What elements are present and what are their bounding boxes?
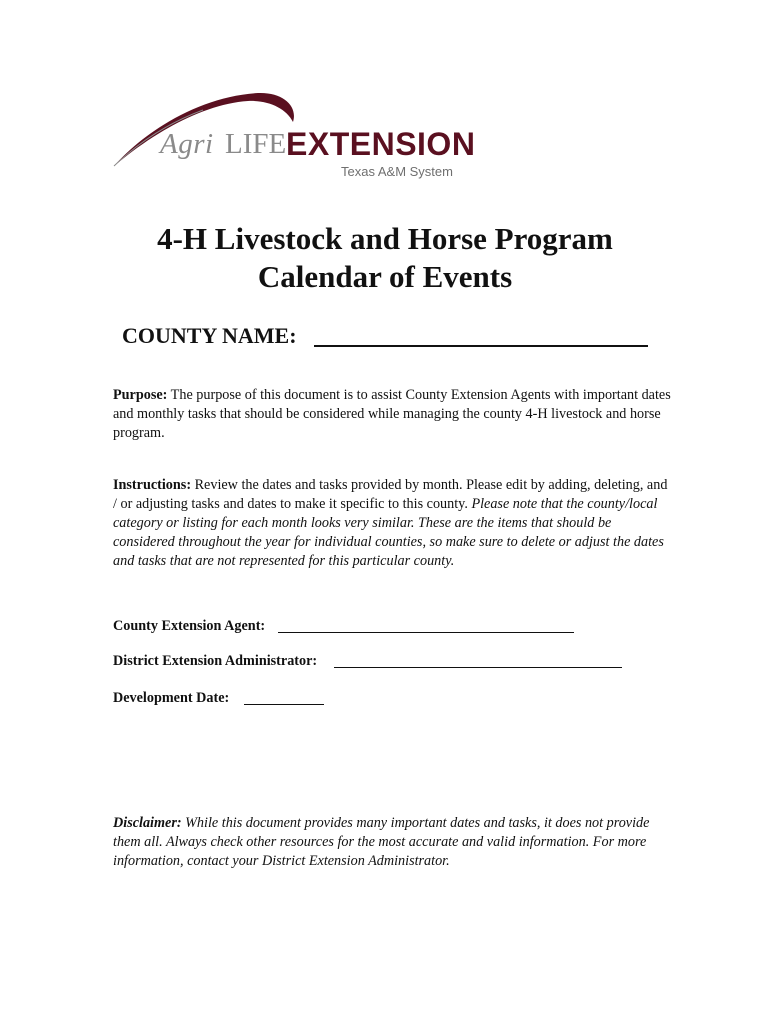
purpose-label: Purpose: [113,387,168,403]
purpose-paragraph [113,386,673,443]
district-admin-field[interactable] [334,667,622,668]
disclaimer-label: Disclaimer: [113,815,182,831]
disclaimer-paragraph [113,814,673,871]
logo-extension-text: EXTENSION [286,126,476,162]
development-date-label: Development Date: [113,690,230,706]
disclaimer-text: While this document provides many important dates and tasks, it does not provide them all. Always check other resources for the most accurate and valid information. For more information, contact your District Extension Administrator. [113,815,650,869]
county-name-label: COUNTY NAME: [122,323,297,348]
instructions-label: Instructions: [113,477,192,493]
purpose-text: The purpose of this document is to assist County Extension Agents with important dates and monthly tasks that should be considered while managing the county 4-H livestock and horse program. [113,387,671,441]
development-date-field[interactable] [244,704,324,705]
logo-subtitle: Texas A&M System [341,164,453,179]
agrilife-logo [108,88,478,188]
instructions-text: Review the dates and tasks provided by month. Please edit by adding, deleting, and / or adjusting tasks and dates to make it specific to this county. [113,477,668,512]
document-title-line1: 4-H Livestock and Horse Program [157,221,613,256]
district-admin-label: District Extension Administrator: [113,653,318,669]
document-title-line2: Calendar of Events [257,259,513,294]
instructions-paragraph [113,476,673,571]
county-name-field[interactable] [314,345,648,347]
county-agent-field[interactable] [278,632,574,633]
county-agent-label: County Extension Agent: [113,618,266,634]
logo-life-text: LIFE [225,128,287,160]
instructions-note: Please note that the county/local category or listing for each month looks very similar. These are the items that should be considered throughout the year for individual counties, so make sure to delete or adjust the dates and tasks that are not represented for this particular county. [113,496,664,569]
logo-agri-text: Agri [160,128,214,160]
